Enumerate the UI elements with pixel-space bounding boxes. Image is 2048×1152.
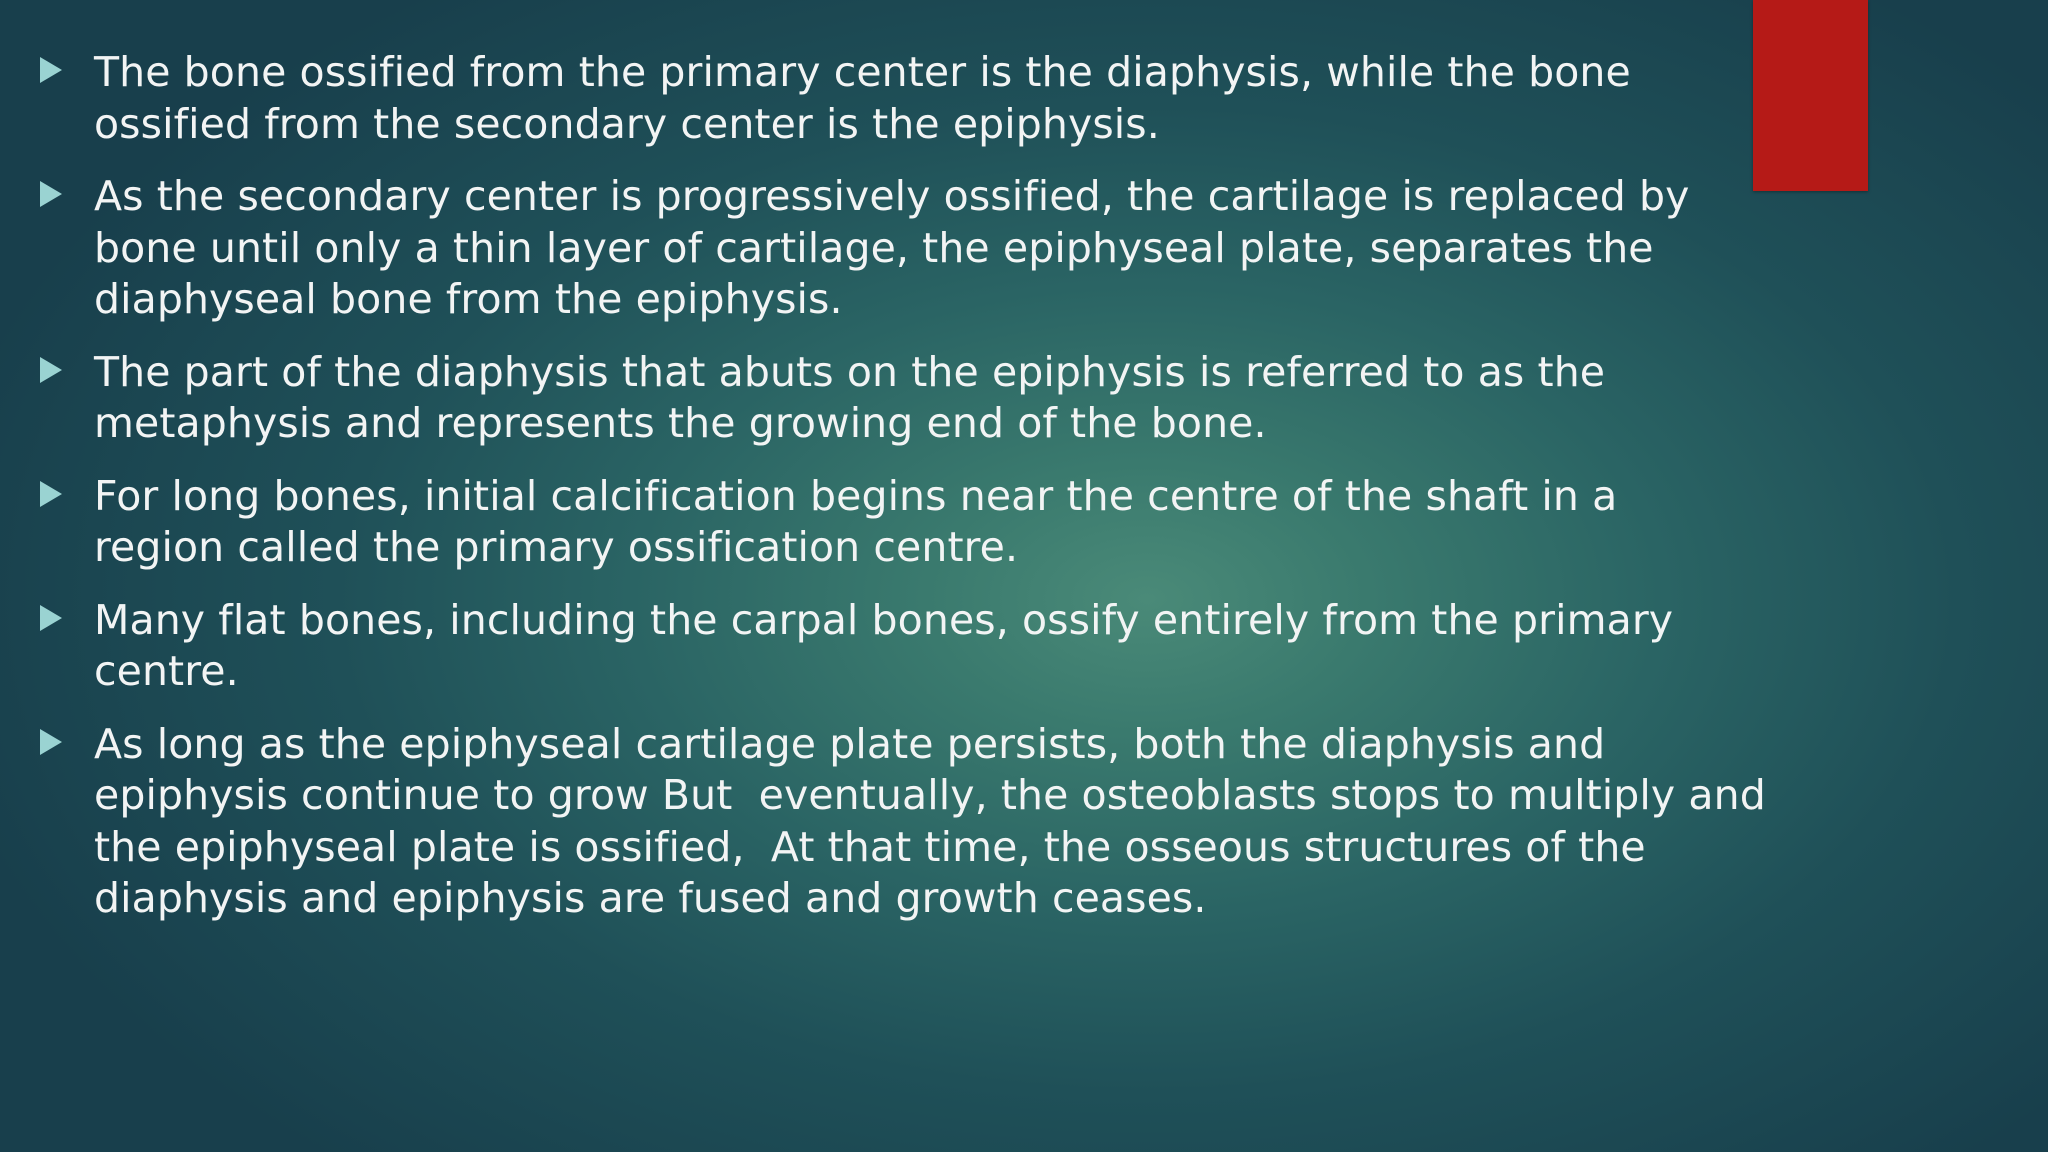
bullet-text-line: region called the primary ossification centre. bbox=[94, 523, 1019, 571]
red-accent-block bbox=[1753, 0, 1868, 191]
bullet-text-line: Many flat bones, including the carpal bones, ossify entirely from the primary bbox=[94, 595, 1674, 644]
bullet-text-line: metaphysis and represents the growing end of the bone. bbox=[94, 399, 1267, 447]
bullet-text-line: the epiphyseal plate is ossified, At that time, the osseous structures of the bbox=[94, 822, 1646, 871]
right-triangle-bullet-icon bbox=[40, 57, 62, 83]
bullet-text-line: The part of the diaphysis that abuts on the epiphysis is referred to as the bbox=[94, 347, 1606, 396]
right-triangle-bullet-icon bbox=[40, 605, 62, 631]
bullet-text-line: As the secondary center is progressively ossified, the cartilage is replaced by bbox=[94, 172, 1690, 220]
bullet-item bbox=[94, 347, 1744, 450]
bullet-item bbox=[94, 171, 1744, 326]
bullet-item bbox=[94, 47, 1744, 150]
bullet-text-line: diaphysis and epiphysis are fused and growth ceases. bbox=[94, 874, 1207, 922]
bullet-item bbox=[94, 719, 1766, 925]
bullet-list bbox=[94, 47, 1766, 946]
right-triangle-bullet-icon bbox=[40, 729, 62, 755]
right-triangle-bullet-icon bbox=[40, 181, 62, 207]
bullet-text-line: As long as the epiphyseal cartilage plate persists, both the diaphysis and bbox=[94, 719, 1606, 768]
bullet-item bbox=[94, 471, 1744, 574]
bullet-item bbox=[94, 595, 1744, 698]
bullet-text-line: ossified from the secondary center is the epiphysis. bbox=[94, 99, 1160, 148]
bullet-text-line: bone until only a thin layer of cartilage, the epiphyseal plate, separates the bbox=[94, 223, 1654, 272]
bullet-text-line: For long bones, initial calcification begins near the centre of the shaft in a bbox=[94, 471, 1618, 520]
bullet-text-line: centre. bbox=[94, 647, 239, 695]
bullet-text-line: diaphyseal bone from the epiphysis. bbox=[94, 275, 843, 323]
right-triangle-bullet-icon bbox=[40, 481, 62, 507]
bullet-text-line: epiphysis continue to grow But eventually, the osteoblasts stops to multiply and bbox=[94, 771, 1766, 819]
bullet-text-line: The bone ossified from the primary center is the diaphysis, while the bone bbox=[94, 48, 1631, 96]
right-triangle-bullet-icon bbox=[40, 357, 62, 383]
